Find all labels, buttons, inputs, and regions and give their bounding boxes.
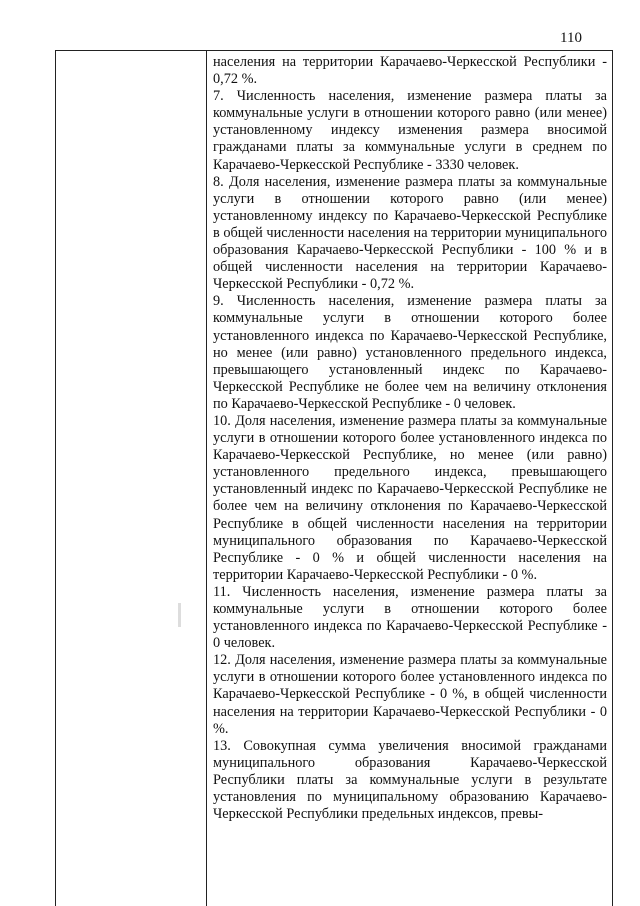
- document-table: [55, 50, 613, 906]
- paragraph-item-13: 13. Совокупная сумма увеличения вносимой гражданами муниципального образования Карачаево-Черкесской Республики платы за коммунальные услуги в результате установления по муниципальному образованию Карачаево-Черкесской Республики предельных индексов, превы-: [213, 737, 607, 823]
- paragraph-item-9: 9. Численность населения, изменение размера платы за коммунальные услуги в отношении которого более установленного индекса по Карачаево-Черкесской Республике, но менее (или равно) установленного предельного индекса, превышающего установленный индекс по Карачаево-Черкесской Республике не более чем на величину отклонения по Карачаево-Черкесской Республике - 0 человек.: [213, 293, 607, 412]
- table-right-column: [207, 51, 613, 906]
- scan-artifact: [178, 603, 181, 627]
- paragraph-item-7: 7. Численность населения, изменение размера платы за коммунальные услуги в отношении которого равно (или менее) установленному индексу изменения размера вносимой гражданами платы за коммунальные услуги в среднем по Карачаево-Черкесской Республике - 3330 человек.: [213, 88, 607, 173]
- paragraph-item-10: 10. Доля населения, изменение размера платы за коммунальные услуги в отношении которого более установленного индекса по Карачаево-Черкесской Республике, но менее (или равно) установленного предельного индекса, превышающего установленный индекс по Карачаево-Черкесской Республике не более чем на величину отклонения по Карачаево-Черкесской Республике в общей численности населения на территории муниципального образования по Карачаево-Черкесской Республике - 0 % и общей численности населения на территории Карачаево-Черкесской Республики - 0 %.: [213, 412, 607, 583]
- paragraph-item-12: 12. Доля населения, изменение размера платы за коммунальные услуги в отношении которого более установленного индекса по Карачаево-Черкесской Республике - 0 %, в общей численности населения на территории Карачаево-Черкесской Республики - 0 %.: [213, 652, 607, 737]
- page-number: 110: [560, 30, 582, 46]
- cell-text: [213, 54, 607, 823]
- paragraph-item-11: 11. Численность населения, изменение размера платы за коммунальные услуги в отношении которого более установленного индекса по Карачаево-Черкесской Республике - 0 человек.: [213, 583, 607, 652]
- paragraph: населения на территории Карачаево-Черкесской Республики - 0,72 %.: [213, 54, 607, 88]
- paragraph-item-8: 8. Доля населения, изменение размера платы за коммунальные услуги в отношении которого равно (или менее) установленному индексу по Карачаево-Черкесской Республике в общей численности населения на территории муниципального образования Карачаево-Черкесской Республики - 100 % и в общей численности населения на территории Карачаево-Черкесской Республики - 0,72 %.: [213, 173, 607, 293]
- table-left-column: [55, 51, 207, 906]
